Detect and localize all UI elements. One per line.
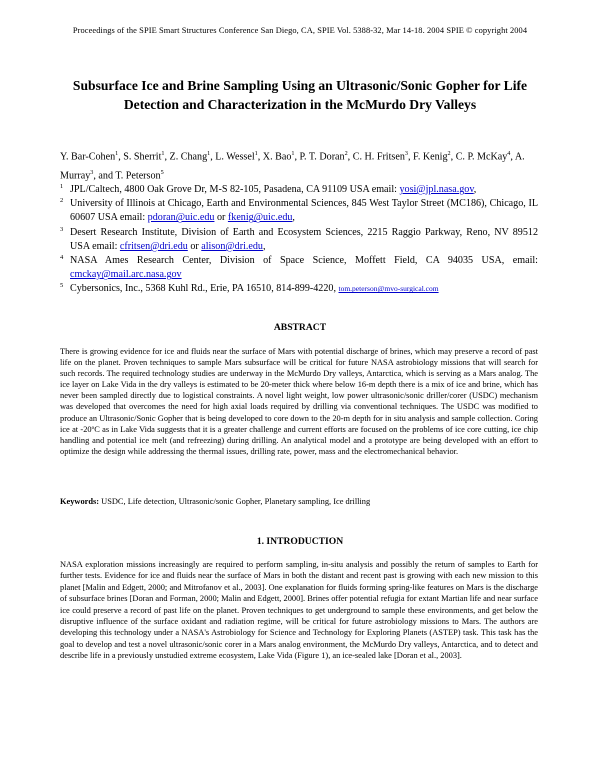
author-affil-mark: 1 xyxy=(291,150,295,157)
author-affil-mark: 5 xyxy=(160,168,164,176)
email-link[interactable]: fkenig@uic.edu xyxy=(227,212,293,224)
author-affil-mark: 4 xyxy=(507,150,511,157)
affiliation-tail: , xyxy=(292,212,295,224)
author-affil-mark: 1 xyxy=(161,150,165,157)
affiliation-number: 1 xyxy=(60,183,64,190)
affiliation-item xyxy=(60,226,538,254)
affiliation-joiner: or xyxy=(187,240,202,252)
keywords-list: USDC, Life detection, Ultrasonic/sonic Gopher, Planetary sampling, Ice drilling xyxy=(99,497,371,506)
keywords-label: Keywords: xyxy=(60,497,100,506)
email-link[interactable]: alison@dri.edu xyxy=(201,240,263,252)
author-name: X. Bao xyxy=(262,151,292,163)
email-link[interactable]: tom.peterson@mvo-surgical.com xyxy=(338,284,439,294)
paper-title: Subsurface Ice and Brine Sampling Using an Ultrasonic/Sonic Gopher for Life Detection and Characterization in the McMurdo Dry Valleys xyxy=(72,78,528,112)
email-link[interactable]: yosi@jpl.nasa.gov xyxy=(399,184,474,195)
affiliation-number: 3 xyxy=(60,225,64,233)
author-list: Y. Bar-Cohen$^1$, S. Sherrit$^1$, Z. Chang$^1$, L. Wessel$^1$, X. Bao$^1$, P. T. Doran$^2$, C. H. Fritsen$^3$, F. Kenig$^2$, C. P. McKay$^4$, A. Murray$^3$, and T. Peterson$^5$ xyxy=(60,150,525,181)
email-link[interactable]: cfritsen@dri.edu xyxy=(119,240,188,252)
author-name: Z. Chang xyxy=(169,151,208,163)
email-link[interactable]: cmckay@mail.arc.nasa.gov xyxy=(70,269,182,281)
author-affil-mark: 2 xyxy=(344,150,348,157)
affiliation-item xyxy=(60,282,538,296)
author-affil-mark: 1 xyxy=(207,150,211,157)
abstract-body: There is growing evidence for ice and fluids near the surface of Mars with potential discharge of brines, which may preserve a record of past life on the planet. Proven techniques to sample Mars subsurface will be critical for future NASA astrobiology missions that will search for such records. The required technology studies are underway in the McMurdo Dry valleys, Antarctica, which is serving as a Mars analog. The ice layer on Lake Vida in the dry valleys is estimated to be 20-meter thick where below 16-m depth there is a mix of ice and brine, which has never been sampled directly due to logistical constraints. A novel light weight, low power ultrasonic/sonic driller/corer (USDC) mechanism was developed that overcomes the need for high axial loads required by drilling via conventional techniques. The USDC was modified to produce an Ultrasonic/Sonic Gopher that is being developed to core down to the 20-m depth for in situ analysis and sample collection. Coring ice at -20ºC as in Lake Vida suggests that it is a greater challenge and current efforts are focused on the problems of ice core cutting, ice chip handling and potential ice melt (and refreezing) during drilling. An analytical model and a prototype are being developed with an effort to optimize the design while addressing the thermal issues, drilling rate, power, mass and the electromechanical behavior. xyxy=(60,347,538,456)
affiliation-item xyxy=(60,183,538,197)
author-name: P. T. Doran xyxy=(299,151,345,163)
affiliation-joiner: or xyxy=(214,212,228,224)
running-header: Proceedings of the SPIE Smart Structures Conference San Diego, CA, SPIE Vol. 5388-32, Mar 14-18. 2004 SPIE © copyright 2004 xyxy=(72,26,528,35)
author-name: A. Murray xyxy=(60,151,525,181)
author-affil-mark: 1 xyxy=(254,150,258,157)
affiliation-list xyxy=(60,183,538,297)
author-name: L. Wessel xyxy=(215,151,255,163)
affiliation-number: 2 xyxy=(60,197,64,205)
affiliation-item xyxy=(60,197,538,225)
email-link[interactable]: pdoran@uic.edu xyxy=(147,212,215,224)
introduction-body: NASA exploration missions increasingly are required to perform sampling, in-situ analysis and possibly the return of samples to Earth for further tests. Evidence for ice and fluids near the surface of Mars in both the distant and recent past is growing with each new mission to this planet [Malin and Edgett, 2000; and Mitrofanov et al., 2003]. One explanation for fluids forming spring-like features on Mars is the discharge of subsurface brines [Doran and Forman, 2000; Malin and Edgett, 2000]. Brines offer potential refugia for extant Martian life and near surface ice could preserve a record of past life on the planet. Proven techniques to get underground to sample these environments, and get below the disruptive influence of the surface oxidant and radiation regime, will be critical for future astrobiology missions to Mars. The authors are developing this technology under a NASA's Astrobiology for Science and Technology for Exploring Planets (ASTEP) task. This task has the goal to develop and test a novel ultrasonic/sonic corer in a Mars analog environment, the McMurdo Dry valleys, Antarctica, and to detect and describe life in a previously unstudied extreme ecosystem, Lake Vida (Figure 1), an ice-sealed lake [Doran et al., 2003]. xyxy=(60,560,538,661)
author-affil-mark: 3 xyxy=(404,150,408,157)
authors-and: and xyxy=(98,169,113,181)
author-affil-mark: 3 xyxy=(90,168,94,176)
author-name: F. Kenig xyxy=(413,151,448,163)
affiliation-number: 4 xyxy=(60,254,64,262)
author-name: T. Peterson xyxy=(115,169,161,181)
affiliation-text: JPL/Caltech, 4800 Oak Grove Dr, M-S 82-105, Pasadena, CA 91109 USA email: xyxy=(70,184,400,195)
keywords-line xyxy=(60,497,538,506)
author-name: C. P. McKay xyxy=(455,151,508,163)
author-name: S. Sherrit xyxy=(123,151,162,163)
affiliation-number: 5 xyxy=(60,282,64,290)
author-name: C. H. Fritsen xyxy=(352,151,405,163)
author-name: Y. Bar-Cohen xyxy=(60,151,116,163)
affiliation-item xyxy=(60,254,538,282)
abstract-heading: ABSTRACT xyxy=(273,322,327,333)
affiliation-tail: , xyxy=(473,184,477,195)
author-affil-mark: 2 xyxy=(447,150,451,157)
affiliation-text: Desert Research Institute, Division of Earth and Ecosystem Sciences, 2215 Raggio Parkway, Reno, NV 89512 USA email: xyxy=(70,226,538,252)
affiliation-text: University of Illinois at Chicago, Earth and Environmental Sciences, 845 West Taylor Street (MC186), Chicago, IL 60607 USA email: xyxy=(70,198,538,224)
affiliation-text: NASA Ames Research Center, Division of Space Science, Moffett Field, CA 94035 USA, email: xyxy=(70,255,538,267)
affiliation-text: Cybersonics, Inc., 5368 Kuhl Rd., Erie, PA 16510, 814-899-4220, xyxy=(70,283,339,295)
author-affil-mark: 1 xyxy=(115,150,119,157)
introduction-heading: 1. INTRODUCTION xyxy=(256,536,344,547)
affiliation-tail: , xyxy=(262,240,266,252)
